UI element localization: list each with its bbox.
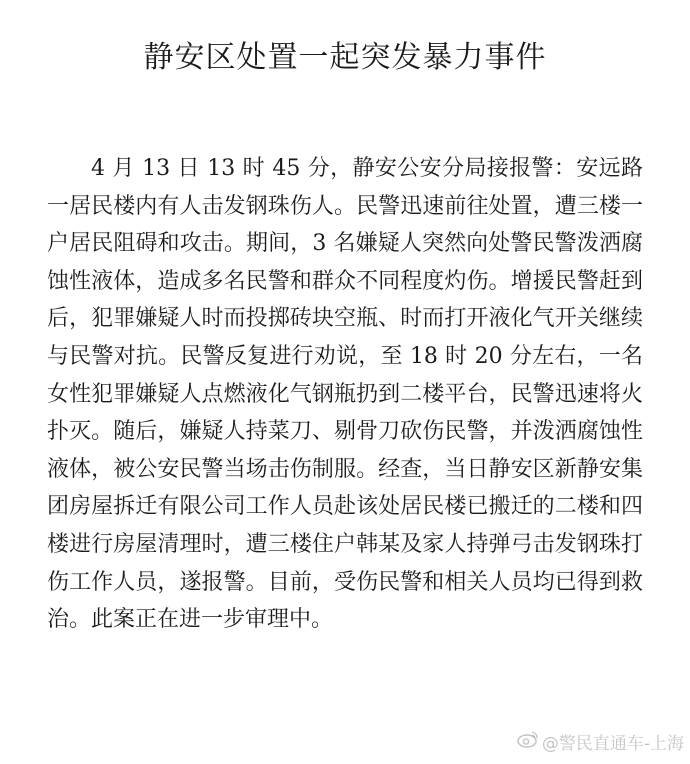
watermark (517, 729, 684, 754)
document-body: 4 月 13 日 13 时 45 分，静安公安分局接报警：安远路一居民楼内有人击发钢珠伤人。民警迅速前往处置，遭三楼一户居民阻碍和攻击。期间，3 名嫌疑人突然向处警民警泼洒腐蚀性液体，造成多名民警和群众不同程度灼伤。增援民警赶到后，犯罪嫌疑人时而投掷砖块空瓶、时而打开液化气开关继续与民警对抗。民警反复进行劝说，至 18 时 20 分左右，一名女性犯罪嫌疑人点燃液化气钢瓶扔到二楼平台，民警迅速将火扑灭。随后，嫌疑人持菜刀、剔骨刀砍伤民警，并泼洒腐蚀性液体，被公安民警当场击伤制服。经查，当日静安区新静安集团房屋拆迁有限公司工作人员赴该处居民楼已搬迁的二楼和四楼进行房屋清理时，遭三楼住户韩某及家人持弹弓击发钢珠打伤工作人员，遂报警。目前，受伤民警和相关人员均已得到救治。此案正在进一步审理中。 (47, 156, 643, 633)
weibo-icon (517, 730, 542, 753)
document-title: 静安区处置一起突发暴力事件 (143, 40, 547, 75)
watermark-text: @警民直通车-上海 (541, 734, 684, 754)
